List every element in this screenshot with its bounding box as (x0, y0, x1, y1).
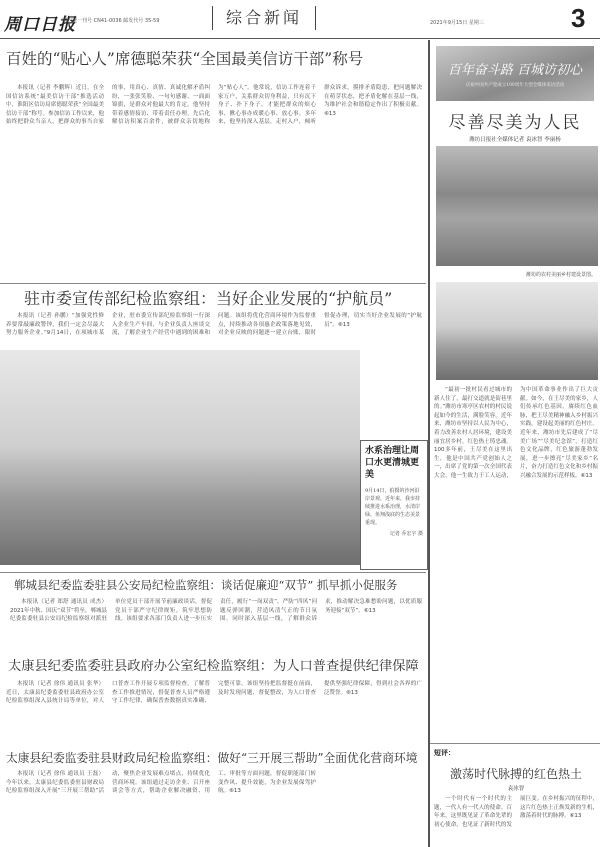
article-1-headline: 百姓的“贴心人”席德聪荣获“全国最美信访干部”称号 (6, 50, 364, 68)
article-2-headline: 驻市委宣传部纪检监察组：当好企业发展的“护航员” (24, 289, 393, 308)
article-4-body: 本报讯（记者 徐伟 通讯员 张华）近日，太康县纪委监委驻县政府办公室纪检监察组深入县统计局等单位，对人口普查工作开展专项监督检查，了解普查工作推进情况，督促普查人员严格遵守工作纪律，确保普查数据真实准确、完整可靠。该组坚持把监督挺在前面，及时发现问题、督促整改，为人口普查提供坚强纪律保障，得到社会各界的广泛赞誉。⑥13 (6, 681, 422, 705)
article-4-headline: 太康县纪委监委驻县政府办公室纪检监察组：为人口普查提供纪律保障 (8, 659, 419, 674)
feature-photo-caption: 潍坊的农村美丽乡村建设景图。 (525, 272, 596, 278)
header-rule (0, 38, 600, 39)
divider (0, 572, 426, 573)
article-1-body: 本报讯（记者 李鹏辉）近日，在全国信访系统“最美信访干部”推选活动中，淮阳区信访局席德聪荣获“全国最美信访干部”称号。参加信访工作以来，他始终把群众当亲人，把群众的事当自家的事，用真心、真情、真诚化解矛盾纠纷，一张张笑脸、一句句感谢、一面面锦旗，是群众对他最大的肯定。他坚持带着感情接访、带着责任办理，先后化解信访积案百余件，被群众亲切地称为“贴心人”。他常说，信访工作连着千家万户，关系群众切身利益，只有沉下身子、扑下身子，才能把群众的烦心事、揪心事办成暖心事、放心事。多年来，他坚持深入基层，走村入户，倾听群众诉求，摸排矛盾隐患，把问题解决在萌芽状态，把矛盾化解在基层一线，为维护社会和谐稳定作出了积极贡献。⑥13 (6, 85, 422, 126)
divider (430, 743, 600, 744)
masthead-logo: 周口日报 (4, 15, 76, 35)
banner-subtitle: 庆祝中国共产党成立100周年大型全媒体采访活动 (465, 83, 565, 88)
photo-caption-box (360, 440, 428, 570)
column-divider (428, 40, 430, 847)
comment-headline: 激荡时代脉搏的红色热土 (449, 767, 582, 781)
article-5-body: 本报讯（记者 徐伟 通讯员 王磊）今年以来，太康县纪委监委驻县财政局纪检监察组深入开展“三开展三帮助”活动，聚焦企业发展难点堵点，持续优化营商环境。该组通过走访企业、召开座谈会等方式，帮助企业解决融资、用工、审批等方面问题，督促职能部门转变作风、提升效能，为企业发展保驾护航。⑥13 (6, 771, 316, 795)
photo-caption-title: 水系治理让周口水更清城更美 (365, 446, 420, 480)
village-aerial-photo (436, 146, 598, 266)
issue-date: 2021年9月15日 星期三 (430, 20, 484, 26)
series-banner (436, 46, 594, 101)
memorial-photo (436, 282, 598, 380)
article-5-headline: 太康县纪委监委驻县财政局纪检监察组：做好“三开展三帮助”全面优化营商环境 (6, 751, 418, 765)
feature-byline: 潍坊日报社全媒体记者 袁冰智 李丽杨 (469, 137, 561, 143)
comment-label: 短评： (434, 748, 455, 757)
masthead-info: 国内统一刊号 CN41-0036 邮发代号 35-59 (62, 18, 160, 24)
section-title: 综合新闻 (212, 6, 316, 30)
comment-body: 一个时代有一个时代的主题，一代人有一代人的使命。百年来，这里既见证了革命先辈的初心使命，也见证了新时代的发展巨变。在乡村振兴的征程中，这片红色热土正焕发新的生机，激荡着时代的脉搏。⑥13 (434, 796, 598, 828)
article-2-body: 本报讯（记者 孙鹏）“加强党性修养要常敲廉政警钟，我们一定会尽最大努力服务企业。”9月14日，在项城市某企业，驻市委宣传部纪检监察组一行深入企业生产车间，与企业负责人座谈交流，了解企业生产经营中遇到的困难和问题。该组将优化营商环境作为监督重点，持续推动各项惠企政策落地见效，对企业反映的问题逐一建立台账，限时督促办理，切实当好企业发展的“护航员”。⑥13 (6, 313, 422, 337)
article-3-body: 本报讯（记者 郑舒 通讯员 成杰）2021年中秋、国庆“双节”将至，郸城县纪委监委驻县公安局纪检监察组对派驻单位党员干部开展节前廉政谈话，督促党员干部严守纪律规矩，筑牢思想防线。该组要求各部门负责人进一步压实责任，履行“一岗双责”，严防“四风”问题反弹回潮，营造风清气正的节日氛围。同时深入基层一线，了解群众诉求，推动解决急难愁盼问题，以优质服务迎接“双节”。⑥13 (10, 599, 422, 623)
divider (0, 283, 426, 284)
photo-caption-body: 9月14日，拍摄的沙河沿岸景观。近年来，我市持续推进水系治理，水清岸绿、鱼翔浅底的生态美景重现。 (365, 488, 421, 526)
comment-byline: 袁冰智 (507, 786, 525, 792)
river-photo (0, 350, 360, 565)
feature-body: “最初一批村民看过城市的新人住了，最打交道就是街巷里的。”潍坊市寒亭区农村的村民说起如今的生活，满脸笑容。近年来，潍坊市坚持以人民为中心，着力改善农村人居环境，建设美丽宜居乡村。红色热土铸忠魂。100多年前，王尽美在这里出生，他是中国共产党创始人之一，出席了党的第一次全国代表大会。他一生致力于工人运动，为中国革命事业作出了巨大贡献。如今，在王尽美的家乡，人们传承红色基因，赓续红色血脉，把王尽美精神融入乡村振兴实践，建设起美丽的红色村庄。近年来，潍坊市先后建成了“尽美广场”“尽美纪念馆”，打造红色文化品牌，红色旅游蓬勃发展，进一步擦亮“尽美家乡”名片，奋力打造红色文化和乡村振兴融合发展的示范样板。⑥13 (434, 387, 598, 479)
photo-credit: 记者 乔宏宇 摄 (389, 531, 423, 537)
banner-title: 百年奋斗路 百城访初心 (447, 63, 583, 78)
page-number: 3 (571, 3, 586, 33)
feature-headline: 尽善尽美为人民 (448, 113, 582, 133)
article-3-headline: 郸城县纪委监委驻县公安局纪检监察组：谈话促廉迎“双节” 抓早抓小促服务 (14, 578, 398, 592)
